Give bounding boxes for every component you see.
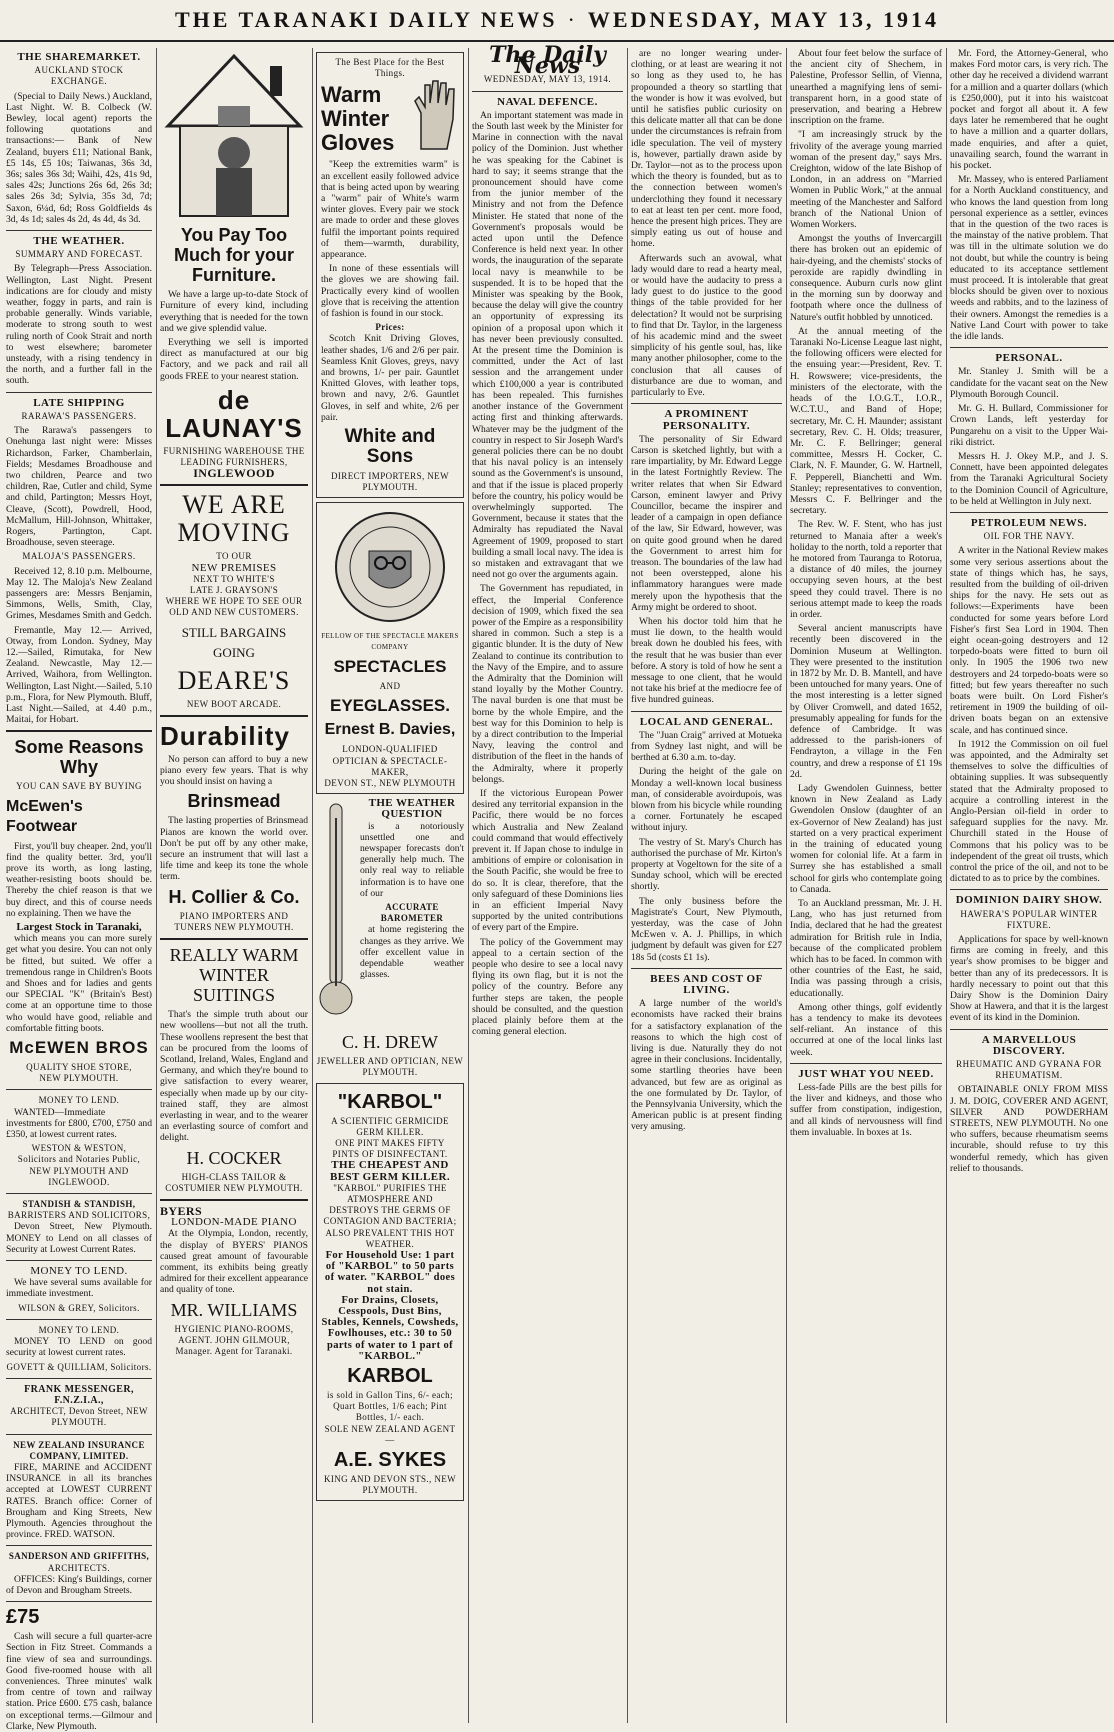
col6-p8: To an Auckland pressman, Mr. J. H. Lang, who has just returned from India, declared that he had the greatest admiration for British rule in India, because of the complicated problem which has to be faced. In common with other countries of the East, he said, India was passing through a crisis, educationally. xyxy=(790,898,942,999)
collier-sub: PIANO IMPORTERS AND TUNERS NEW PLYMOUTH. xyxy=(174,910,294,932)
col7-p5: Messrs H. J. Okey M.P., and J. S. Connett, have been appointed delegates from the Taranaki Agricultural Society to the Dominion Council of Agriculture, to be held at Wellington in July next. xyxy=(950,450,1108,507)
messenger-name: FRANK MESSENGER, F.N.Z.I.A., xyxy=(24,1383,134,1406)
col6-p1: About four feet below the surface of the ancient city of Shechem, in Palestine, Professor Sellin, of Vienna, unearthed a magnifying lens of semi-transparent horn, in a good state of preservation, and bearing a Hebrew inscription on the frame. xyxy=(790,48,942,127)
gloves-ad xyxy=(316,52,464,498)
col7-p6: A writer in the National Review makes some very serious assertions about the state of things which has, he says, resulted from the building of oil-driven ships for the navy. He sets out as follows:—Experiments have been conducted for some years before Lord Fisher's first Sea Lord in 1904. Then eight ocean-going destroyers and 12 torpedo-boats were fitted to burn oil only. In 1905 the 1906 two new destroyers and 24 torpedo-boats were so fitted; but few years thereafter no such boats were built. On Lord Fisher's retirement in 1909 the building of oil-driven boats began on an extensive scale, and has continued since. xyxy=(950,545,1108,736)
karbol-l2: THE CHEAPEST AND BEST GERM KILLER. xyxy=(330,1159,450,1183)
weather-body: By Telegraph—Press Association. Wellington, Last Night. Present indications are for cloudy and misty weather, foggy in parts, and rain is probable generally. Winds variable, moderate to strong south to west ruling north of Cook Strait and north to west elsewhere; barometer unsteady, with a rising tendency in the north, and a further fall in the south. xyxy=(6,263,152,387)
moving-l4: LATE J. GRAYSON'S xyxy=(189,585,279,596)
messenger-sub: ARCHITECT, Devon Street, NEW PLYMOUTH. xyxy=(10,1406,148,1428)
launay-body-2: Everything we sell is imported direct as manufactured at our big Factory, and we pack and rail all goods FREE to your nearest station. xyxy=(160,337,308,382)
sharemarket-heading: THE SHAREMARKET. xyxy=(17,51,141,63)
sanderson-sub: ARCHITECTS. xyxy=(47,1562,111,1573)
money-firm-sub: Solicitors and Notaries Public, NEW PLYMOUTH AND INGLEWOOD. xyxy=(17,1154,141,1187)
dairy-show-sub: HAWERA'S POPULAR WINTER FIXTURE. xyxy=(960,908,1098,930)
col6-p3: Amongst the youths of Invercargill there has broken out an epidemic of hair-dyeing, and the chemists' stocks of peroxide are rapidly dwindling in consequence. Auburn curls now glint in the morning sun by doorway and footpath where once the dullness of Nature's outfit hobbled by unnoticed. xyxy=(790,233,942,323)
discovery-heading: A MARVELLOUS DISCOVERY. xyxy=(981,1033,1077,1057)
cocker-name: H. COCKER xyxy=(186,1147,282,1168)
col7-p7: In 1912 the Commission on oil fuel was appointed, and the Admiralty set themselves to solve the difficulties of obtaining supplies. It was subsequently stated that the Admiralty proposed to acquire a controlling interest in the Anglo-Persian oil-field in order to safeguard supplies for the navy. Mr. Churchill stated in the House of Commons that his policy was to be independent of the great oil trusts, which control the price of the oil, and not to be dictated to as to price by the combines. xyxy=(950,738,1108,885)
column-rule xyxy=(786,48,787,1723)
column-7 xyxy=(950,48,1108,1723)
col5-p7: The vestry of St. Mary's Church has authorised the purchase of Mr. Kirton's property at Vogeltown for the site of a Sunday school, which will be erected shortly. xyxy=(631,836,782,893)
col5-p4: When his doctor told him that he must lie down, to the health would break down he doubled his fees, with the result that he was busier than ever before. A story is told of how he sent a message to one client, that he would not take his brief at the mediocre fee of five hundred guineas. xyxy=(631,615,782,706)
drew-name: C. H. DREW xyxy=(342,1032,438,1053)
byers-heading: BYERS xyxy=(160,1203,203,1218)
spectacles-and: AND xyxy=(379,681,401,692)
petroleum-sub: OIL FOR THE NAVY. xyxy=(983,531,1075,542)
barometer-heading: THE WEATHER QUESTION xyxy=(368,797,456,821)
collier-name: H. Collier & Co. xyxy=(168,886,300,907)
petroleum-heading: PETROLEUM NEWS. xyxy=(970,516,1088,529)
cocker-sub: HIGH-CLASS TAILOR & COSTUMIER NEW PLYMOUTH. xyxy=(165,1171,303,1193)
local-general-heading: LOCAL AND GENERAL. xyxy=(639,715,774,728)
govett-heading: MONEY TO LEND. xyxy=(38,1324,120,1335)
deare-name: DEARE'S xyxy=(177,665,291,695)
mcewen-ad-body: First, you'll buy cheaper. 2nd, you'll find the quality better. 3rd, you'll prove its worth, as long lasting, weather-resisting boots should be. Thereby the chief reason is that we buy direct, and this of course needs no explaining. Then we have the xyxy=(6,840,152,919)
money-heading: MONEY TO LEND. xyxy=(38,1095,120,1106)
prominent-heading: A PROMINENT PERSONALITY. xyxy=(662,408,751,432)
karbol-heading: "KARBOL" xyxy=(337,1090,443,1113)
sanderson-body: OFFICES: King's Buildings, corner of Devon and Brougham Streets. xyxy=(6,1573,152,1596)
launay-heading: You Pay Too Much for your Furniture. xyxy=(174,225,294,286)
white-sons-sub: DIRECT IMPORTERS, NEW PLYMOUTH. xyxy=(331,471,449,493)
mcewen-ad-body-2: which means you can more surely get what you desire. You can not only be fitted, but suited. We offer a tremendous range in Children's Boots and Shoes and for ladies and gents our SPECIAL "K" (Britain's Best) come at an opportune time to those who would have good, reliable and comfortable fitting boots. xyxy=(6,933,152,1034)
editorial-p2: The Government has repudiated, in effect, the Imperial Conference decision of 1909, which fixed the sea power of the Empire as a responsibility shared in common. Such a step is a gigantic blunder. It is the duty of New Zealand to continue its contribution to the Navy of the Empire, and to assure the Admiralty that the Dominion will stand loyally by the Mother Country. The naval burden is one that must be borne by the whole Empire, and the best way for this Dominion to help is by a direct contribution to the Imperial Navy, leaving the control and distribution of the fleet in the hands of the Admiralty, where it properly belongs. xyxy=(472,583,623,785)
spectacles-ad xyxy=(316,502,464,794)
sharemarket-sub: AUCKLAND STOCK EXCHANGE. xyxy=(34,65,124,87)
editorial-p1: An important statement was made in the South last week by the Minister for Marine in connection with the naval policy of the Dominion. Just whether he was speaking for the Cabinet is hard to say; it seems strange that the pronouncement should have come from the junior member of the Ministry and not from the Defence Minister. He stated that none of the Government's proposals would be acted upon until the Defence Conference is held next year. In other words, the inauguration of the separate local navy is meanwhile to be suspended. It is to be hoped that the Minister was speaking by the Book, because the delay will give the country an opportunity of expressing its opinion of a proposal upon which it has never been previously consulted. At the present time the Dominion is committed, under the Act of last session and the arrangement under which £100,000 a year is contributed has been repealed. This furnishes another instance of the Government acting first and thinking afterwards. Whatever may be the judgment of the country in respect to Sir Joseph Ward's general policies there can be no doubt that his naval policy is an intensely sound as the Government's is unsound, and that if the issue is placed properly before the country, his policy would be overwhelmingly supported. The Government, because it states that the Admiralty has repudiated the Naval Agreement of 1909, proposed to start building a small local navy. The idea is so mistaken and extravagant that we need not go over the arguments again. xyxy=(472,109,623,581)
shipping-heading: LATE SHIPPING xyxy=(33,396,125,409)
editorial-masthead: The Daily News xyxy=(489,42,606,80)
sykes-name: A.E. SYKES xyxy=(333,1449,447,1471)
insurance-name: NEW ZEALAND INSURANCE COMPANY, LIMITED. xyxy=(13,1439,145,1461)
karbol-agent: SOLE NEW ZEALAND AGENT— xyxy=(324,1423,456,1445)
bees-heading: BEES AND COST OF LIVING. xyxy=(650,972,763,997)
moving-l2: NEW PREMISES xyxy=(191,561,277,574)
col7-p8: Applications for space by well-known firms are coming in freely, and this year's show promises to be bigger and better than any of its predecessors. It is hardly necessary to point out that this Dairy Show is the Dominion Dairy Show at Hawera, and that it is the largest event of its kind in the Dominion. xyxy=(950,934,1108,1024)
personal-heading: PERSONAL. xyxy=(995,352,1063,365)
williams-sub: HYGIENIC PIANO-ROOMS, AGENT. JOHN GILMOUR, Manager. Agent for Taranaki. xyxy=(174,1323,294,1356)
davies-addr: DEVON ST., NEW PLYMOUTH xyxy=(324,777,456,788)
wilson-firm: WILSON & GREY, Solicitors. xyxy=(18,1302,140,1313)
furniture-house-illustration xyxy=(160,48,308,218)
eyeglasses-heading: EYEGLASSES. xyxy=(330,696,450,716)
col7-p1: Mr. Ford, the Attorney-General, who makes Ford motor cars, is very rich. The other day he received a dividend warrant for a million and a quarter dollars (which is £250,000), put it into his waistcoat pocket and forgot all about it. A few days later he remembered that he ought to have a million and a quarter dollars, made enquiries, and after a quiet, unavailing search, found the warrant in his pocket. xyxy=(950,48,1108,172)
karbol-l4: For Household Use: 1 part of "KARBOL" to 50 parts of water. "KARBOL" does not stain. xyxy=(324,1249,456,1295)
mcewen-ad-tagline: QUALITY SHOE STORE, xyxy=(26,1062,132,1073)
durability-body: No person can afford to buy a new piano every few years. That is why you should insist on having a xyxy=(160,753,308,788)
mcewen-ad-name: McEWEN BROS xyxy=(9,1038,149,1058)
wilson-body: We have several sums available for immediate investment. xyxy=(6,1277,152,1300)
editorial-date: WEDNESDAY, MAY 13, 1914. xyxy=(483,74,612,85)
wilson-heading: MONEY TO LEND. xyxy=(30,1265,128,1278)
col6-p2: "I am increasingly struck by the frivolity of the average young married woman of the present day," says Mrs. Creighton, widow of the late Bishop of London, in an address on "Married Women in Public Work," at the annual meeting of the Manchester and Salford branch of the National Union of Women Workers. xyxy=(790,129,942,231)
column-rule xyxy=(468,48,469,1723)
col6-p7: Lady Gwendolen Guinness, better known in New Zealand as Lady Gwendolen Onslow (daughter of an ex-Governor of New Zealand) has just started on a very practical experiment in the training of educated young women for colonial life. At a farm in Surrey she has established a small school for girls who contemplate going to Canada. xyxy=(790,783,942,895)
column-rule xyxy=(946,48,947,1723)
standish-sub: BARRISTERS AND SOLICITORS, xyxy=(7,1210,151,1221)
bottom-ad-price: £75 xyxy=(6,1606,40,1629)
suitings-heading: REALLY WARM WINTER SUITINGS xyxy=(169,945,299,1006)
col7-p2: Mr. Massey, who is entered Parliament for a North Auckland constituency, and who knows the land question from long personal experience as a settler, evinces that in the question of the two races is the mainstay of the native problem. That was till in the ultimate solution we do not doubt, but while the country is being educated to its acceptance settlement must proceed. It is intolerable that great blocks should be given over to noxious weeds and rabbits, and to the laziness of their owners. Amongst the remedies is a Native Land Court with power to take the idle lands. xyxy=(950,174,1108,343)
gloves-body-2: In none of these essentials will the gloves we are showing fail. Practically every kind of woollen glove that is receiving the attention of fashion is found in our stock. xyxy=(321,263,459,320)
column-2 xyxy=(160,48,308,1723)
williams-name: MR. WILLIAMS xyxy=(170,1299,298,1320)
durability-heading: Durability xyxy=(160,720,290,751)
gloves-top: The Best Place for the Best Things. xyxy=(335,57,445,79)
mcewen-ad-town: NEW PLYMOUTH. xyxy=(39,1073,119,1084)
launay-town: INGLEWOOD xyxy=(193,466,275,481)
col5-p5: The "Juan Craig" arrived at Motueka from Sydney last night, and will be berthed at 6.30 a.m. to-day. xyxy=(631,729,782,764)
mcewen-ad-sub: YOU CAN SAVE BY BUYING xyxy=(16,781,142,792)
col5-p3: The personality of Sir Edward Carson is sketched lightly, but with a rare impartiality, by Mr. Edward Legge in the latest Fortnightly Review. The writer relates that when Sir Edward Carson, eminent lawyer and Privy Councillor, became the inspirer and leader of a campaign in open defiance of the law, Sir Edward, however, was on quite good ground when he dared the Government to arrest him for treason. The boundaries of the law had not been overstepped, alone his inflammatory harangues were made merely upon the hypothesis that the Army might be ordered to shoot. xyxy=(631,433,782,613)
col5-p8: The only business before the Magistrate's Court, New Plymouth, yesterday, was the case of John McEwen v. A. J. Phillips, in which judgment by default was given for £27 18s 5d (costs £1 1s). xyxy=(631,895,782,963)
column-1 xyxy=(6,48,152,1732)
moving-sale: STILL BARGAINS GOING xyxy=(181,624,287,660)
suitings-body: That's the simple truth about our new woollens—but not all the truth. These woollens represent the best that can be procured from the looms of Scotland, Ireland, Wales, England and Germany, and which they're bound to give satisfaction to every wearer, especially when made up by our city-trained staff, they are almost everlasting in wear, and to the wearer an everlasting source of comfort and delight. xyxy=(160,1009,308,1144)
deare-sub: NEW BOOT ARCADE. xyxy=(186,698,282,709)
money-firm: WESTON & WESTON, xyxy=(31,1143,127,1154)
column-rule xyxy=(156,48,157,1723)
editorial-p3: If the victorious European Power desired any territorial expansion in the Pacific, there would be no forces which Australia and New Zealand could command that would effectively prevent it. If Japan chose to indulge in ambitions of empire or colonisation in the South Pacific, she would be free to do so. It is clear, therefore, that the only safeguard of these Dominions lies in an efficient Imperial Navy supported by the united contributions of every part of the Empire. xyxy=(472,788,623,934)
moving-l1: TO OUR xyxy=(216,551,252,562)
karbol-l5: For Drains, Closets, Cesspools, Dust Bins, Stables, Kennels, Cowsheds, Fowlhouses, etc.: 30 to 50 parts of water to 1 part of "KARBOL." xyxy=(321,1294,459,1362)
col6-p10: Less-fade Pills are the best pills for the liver and kidneys, and those who suffer from constipation, indigestion, and all kinds of nervousness will find them invaluable. In boxes at 1s. xyxy=(790,1082,942,1138)
shipping-body-2: Received 12, 8.10 p.m. Melbourne, May 12. The Maloja's New Zealand passengers are: Messrs Benjamin, Simmons, Wells, Smith, Clay, Grimes, Mesdames Smith and Gedch. xyxy=(6,565,152,622)
masthead-separator: · xyxy=(567,7,578,32)
moving-heading: WE ARE MOVING xyxy=(177,490,291,548)
moving-body: WHERE WE HOPE TO SEE OUR OLD AND NEW CUSTOMERS. xyxy=(165,596,303,618)
glove-illustration xyxy=(409,79,459,151)
column-5 xyxy=(631,48,782,1723)
editorial-heading: NAVAL DEFENCE. xyxy=(497,95,598,108)
barometer-body-2: at home registering the changes as they arrive. We offer excellent value in dependable weather glasses. xyxy=(360,924,464,981)
barometer-ad xyxy=(316,798,464,1028)
durability-body-2: The lasting properties of Brinsmead Pianos are known the world over. Don't be put off by any other make, secure an instrument that will last a life time and keep its tone the whole term. xyxy=(160,815,308,883)
durability-brand: Brinsmead xyxy=(187,791,281,812)
col7-p9: OBTAINABLE ONLY FROM MISS J. M. DOIG, COVERER AND AGENT, SILVER AND POWDERHAM STREETS, NEW PLYMOUTH. No one who suffers, because rheumatism seems incurable, should refuse to try this wonderful remedy, which has given relief to thousands. xyxy=(950,1084,1108,1174)
weather-heading: THE WEATHER. xyxy=(33,235,125,248)
gloves-heading: Warm Winter Gloves xyxy=(321,82,395,156)
col5-p6: During the height of the gale on Monday a well-known local business man, of considerable avoirdupois, was blown from his bicycle while rounding a corner. Fortunately he escaped without injury. xyxy=(631,766,782,834)
standish-body: Devon Street, New Plymouth. MONEY to Lend on all classes of Security at Lowest Current Rates. xyxy=(6,1221,152,1255)
gloves-body: "Keep the extremities warm" is an excellent easily followed advice that is being acted upon by wearing a "warm" pair of White's warm winter gloves. Every pair we stock are made to order and these gloves fulfil the important points required of them—warmth, durability, appearance. xyxy=(321,159,459,261)
discovery-sub: RHEUMATIC AND GYRANA FOR RHEUMATISM. xyxy=(956,1059,1102,1081)
davies-sub: LONDON-QUALIFIED OPTICIAN & SPECTACLE-MAKER, xyxy=(332,744,448,777)
launay-body: We have a large up-to-date Stock of Furniture of every kind, including everything that is needed for the town and we give splendid value. xyxy=(160,289,308,334)
karbol-sub: A SCIENTIFIC GERMICIDE GERM KILLER. xyxy=(331,1115,449,1137)
col6-p9: Among other things, golf evidently has a tendency to make its devotees self-reliant. An instance of this occurred at one of the local links last week. xyxy=(790,1001,942,1058)
masthead-title: THE TARANAKI DAILY NEWS xyxy=(174,7,558,32)
weather-sub: SUMMARY AND FORECAST. xyxy=(15,249,143,260)
karbol-name: KARBOL xyxy=(347,1364,433,1387)
money-body: WANTED—Immediate investments for £800, £700, £750 and £350, at lowest current rates. xyxy=(6,1106,152,1141)
just-what-heading: JUST WHAT YOU NEED. xyxy=(798,1067,934,1080)
karbol-l1: ONE PINT MAKES FIFTY PINTS OF DISINFECTANT. xyxy=(332,1137,448,1160)
col6-p6: Several ancient manuscripts have recently been discovered in the Dominion Museum at Wellington. They were presented to the institution in 1872 by Mr. D. B. Mantell, and have been untouched for many years. One of the most interesting is a letter signed by Oliver Cromwell, and dated 1652, presumably appealing for funds for the defence of Cambridge. It was addressed to the parish-ioners of Fendrayton, a village in the Fen country, and drew a response of £1 19s 2d. xyxy=(790,623,942,780)
launay-tag: FURNISHING WAREHOUSE THE LEADING FURNISHERS, xyxy=(163,445,305,468)
bottom-ad-body: Cash will secure a full quarter-acre Section in Fitz Street. Commands a fine view of sea and surroundings. Good five-roomed house with all conveniences. Three minutes' walk from centre of town and railway station. Price £600. £75 cash, balance on exceptional terms.—Gilmour and Clarke, New Plymouth. xyxy=(6,1631,152,1732)
masthead-date: WEDNESDAY, MAY 13, 1914 xyxy=(587,7,940,32)
editorial-p4: The policy of the Government may appeal to a certain section of the people who desire to see a local navy flying its own flag, but it is not the policy of the country. Before any further steps are taken, the people should be consulted, and the question placed plainly before them at the coming general election. xyxy=(472,936,623,1038)
davies-name: Ernest B. Davies, xyxy=(324,721,456,739)
gloves-prices: Scotch Knit Driving Gloves, leather shades, 1/6 and 2/6 per pair. Seamless Knit Gloves, greys, navy and browns, 1/- per pair. Gauntlet Knitted Gloves, with leather tops, brown and navy, 2/6. Gauntlet Gloves, in self and white, 2/6 per pair. xyxy=(321,333,459,423)
standish-name: STANDISH & STANDISH, xyxy=(22,1199,136,1210)
sharemarket-body: (Special to Daily News.) Auckland, Last Night. W. B. Colbeck (W. Bewley, local agent) reports the following quotations and transactions:— Bank of New Zealand, buyers £11; National Bank, £5 14s, £5 10s; Taiwanas, 36s 3d, 36s; sales 36s 3d; Waihi, 42s, 41s 9d, sales 42s; Junctions 26s 6d, 26s 3d; sales 26s 3d; Sylvia, 35s 3d, 7d; Saxon, 6¼d, 6d; Ross Goldfields 4s 3d, 4s 1d; sales 4s 2d, 4s 4d, 4s 3d. xyxy=(6,90,152,225)
launay-name: de LAUNAY'S xyxy=(165,384,303,443)
sanderson-name: SANDERSON AND GRIFFITHS, xyxy=(8,1551,150,1562)
column-4-editorial xyxy=(472,42,623,1723)
col5-p9: A large number of the world's economists have racked their brains for a satisfactory explanation of the reasons to which the high cost of living is due. Naturally they do not agree in their conclusions. Incidentally, some startling theories have been advanced, but few are as original as the one formulated by Dr. Taylor, of the Pennsylvania University, which the American public is at present finding very amusing. xyxy=(631,998,782,1133)
sykes-sub: KING AND DEVON STS., NEW PLYMOUTH. xyxy=(323,1474,457,1496)
karbol-l3: "KARBOL" PURIFIES THE ATMOSPHERE AND DESTROYS THE GERMS OF CONTAGION AND BACTERIA; ALSO PREVALENT THIS HOT WEATHER. xyxy=(323,1182,457,1249)
column-rule xyxy=(312,48,313,1723)
col5-p2: Afterwards such an avowal, what lady would dare to read a hearty meal, or would have the audacity to press a lady guest to do justice to the good things of the table provided for her delectation? It would not be surprising to find that Dr. Taylor, in the largeness of his academic mind and the sweet simplicity of his gentle soul, has, like many another philosopher, come to the conclusion that all causes of disturbance are due to woman, and particularly to Eve. xyxy=(631,252,782,399)
mcewen-ad-brand: McEwen's Footwear xyxy=(6,797,83,835)
dairy-show-heading: DOMINION DAIRY SHOW. xyxy=(955,894,1103,907)
col6-p5: The Rev. W. F. Stent, who has just returned to Manaia after a week's holiday to the north, told a reporter that he motored from Tauranga to Rotorua, a distance of 40 miles, the journey occupying seven hours, at the best speed they could travel. There is no serious attempt made to keep the roads in order. xyxy=(790,519,942,620)
masthead xyxy=(0,0,1114,42)
barometer-body: is a notoriously unsettled one and newspaper forecasts don't generally help much. The only real way to reliable information is to have one of our xyxy=(360,820,464,899)
shipping-body: The Rarawa's passengers to Onehunga last night were: Misses Richardson, Farker, Chamberlain, Fields; Mesdames Broadhouse and two children, Pearce and two children, Rae, Cutler and child, Syme and child, Partington; Messrs Hoyt, Cleave, (Scott), Powdrell, Hood, McMallum, Hill-Johnson, Whittaker, Rogers, Partington, Capt. Broadhouse, seven steerage. xyxy=(6,425,152,549)
column-6 xyxy=(790,48,942,1723)
govett-firm: GOVETT & QUILLIAM, Solicitors. xyxy=(6,1361,152,1372)
barometer-product: ACCURATE BAROMETER xyxy=(380,901,444,924)
spectacles-heading: SPECTACLES xyxy=(333,657,447,677)
seal-text: FELLOW OF THE SPECTACLE MAKERS COMPANY xyxy=(321,631,459,651)
shipping-body-3: Fremantle, May 12.— Arrived, Otway, from London. Sydney, May 12.—Sailed, Rimutaka, for New Zealand. Newcastle, May 12.—Arrived, Waihora, from Wellington. Wellington, Last Night.—Sailed, 5.10 p.m., Flora, for New Plymouth. Bluff, Last Night.—Sailed, at 4.40 p.m., Maitai, for Hobart. xyxy=(6,624,152,726)
drew-sub: JEWELLER AND OPTICIAN, NEW PLYMOUTH. xyxy=(316,1056,464,1078)
white-sons-name: White and Sons xyxy=(344,426,436,468)
byers-body: At the Olympia, London, recently, the display of BYERS' PIANOS caused great amount of favourable comment, its exhibits being greatly admired for their excellent appearance and quality of tone. xyxy=(160,1228,308,1296)
col6-p4: At the annual meeting of the Taranaki No-License League last night, the following officers were elected for the ensuing year:—President, Rev. T. H. Rowswere; vice-presidents, the ministers of the electorate, with the heads of the I.O.G.T., I.O.R., W.C.T.U., and Band of Hope; secretary, Mr. C. H. Maunder; assistant secretary, Rev. C. H. Olds; treasurer, Mr. C. F. Bellringer; general committee, Messrs H. Cocker, C. Clark, N. F. Maunder, G. W. Hartnell, F. Pepperell, Bianchetti and Wm. Stanley; representatives to convention, Messrs C. F. Bellringer and the secretary. xyxy=(790,325,942,517)
shipping-sub: RARAWA'S PASSENGERS. xyxy=(21,410,137,421)
gloves-prices-head: Prices: xyxy=(375,322,405,333)
govett-body: MONEY TO LEND on good security at lowest current rates. xyxy=(6,1336,152,1359)
insurance-body: FIRE, MARINE and ACCIDENT INSURANCE in all its branches accepted at LOWEST CURRENT RATES. Branch office: Corner of Brougham and King Streets, New Plymouth. Agencies throughout the province. FRED. WATSON. xyxy=(6,1461,152,1541)
col7-p3: Mr. Stanley J. Smith will be a candidate for the vacant seat on the New Plymouth Borough Council. xyxy=(950,366,1108,400)
karbol-ad xyxy=(316,1083,464,1502)
shipping-sub-2: MALOJA'S PASSENGERS. xyxy=(22,551,136,562)
spectacle-makers-seal xyxy=(321,507,459,627)
col5-p1: are no longer wearing under-clothing, or at least are wearing it not so long as they used to, he has propounded a theory so startling that the wonder is how it was evolved, but until he satisfies public curiosity on this delicate matter all that can be done under the circumstances is refrain from idle speculation. The veil of mystery is, however, partially drawn aside by Dr. Taylor—not as to the process upon which the theory is founded, but as to the connection between women's underclothing they found it necessary to eat at least ten per cent. more food, hence the present high prices. They are simply eating us out of house and home. xyxy=(631,48,782,250)
mcewen-ad-tag: Largest Stock in Taranaki, xyxy=(16,921,142,933)
barometer-illustration xyxy=(316,798,356,1028)
column-3 xyxy=(316,48,464,1723)
column-rule xyxy=(627,48,628,1723)
mcewen-ad-heading: Some Reasons Why xyxy=(14,737,144,778)
moving-l3: NEXT TO WHITE'S xyxy=(193,573,275,584)
byers-sub: LONDON-MADE PIANO xyxy=(171,1216,297,1229)
col7-p4: Mr. G. H. Bullard, Commissioner for Crown Lands, left yesterday for Pungarehu on a visit to the Upper Wai-riki district. xyxy=(950,403,1108,448)
karbol-price: is sold in Gallon Tins, 6/- each; Quart Bottles, 1/6 each; Pint Bottles, 1/- each. xyxy=(327,1389,453,1423)
